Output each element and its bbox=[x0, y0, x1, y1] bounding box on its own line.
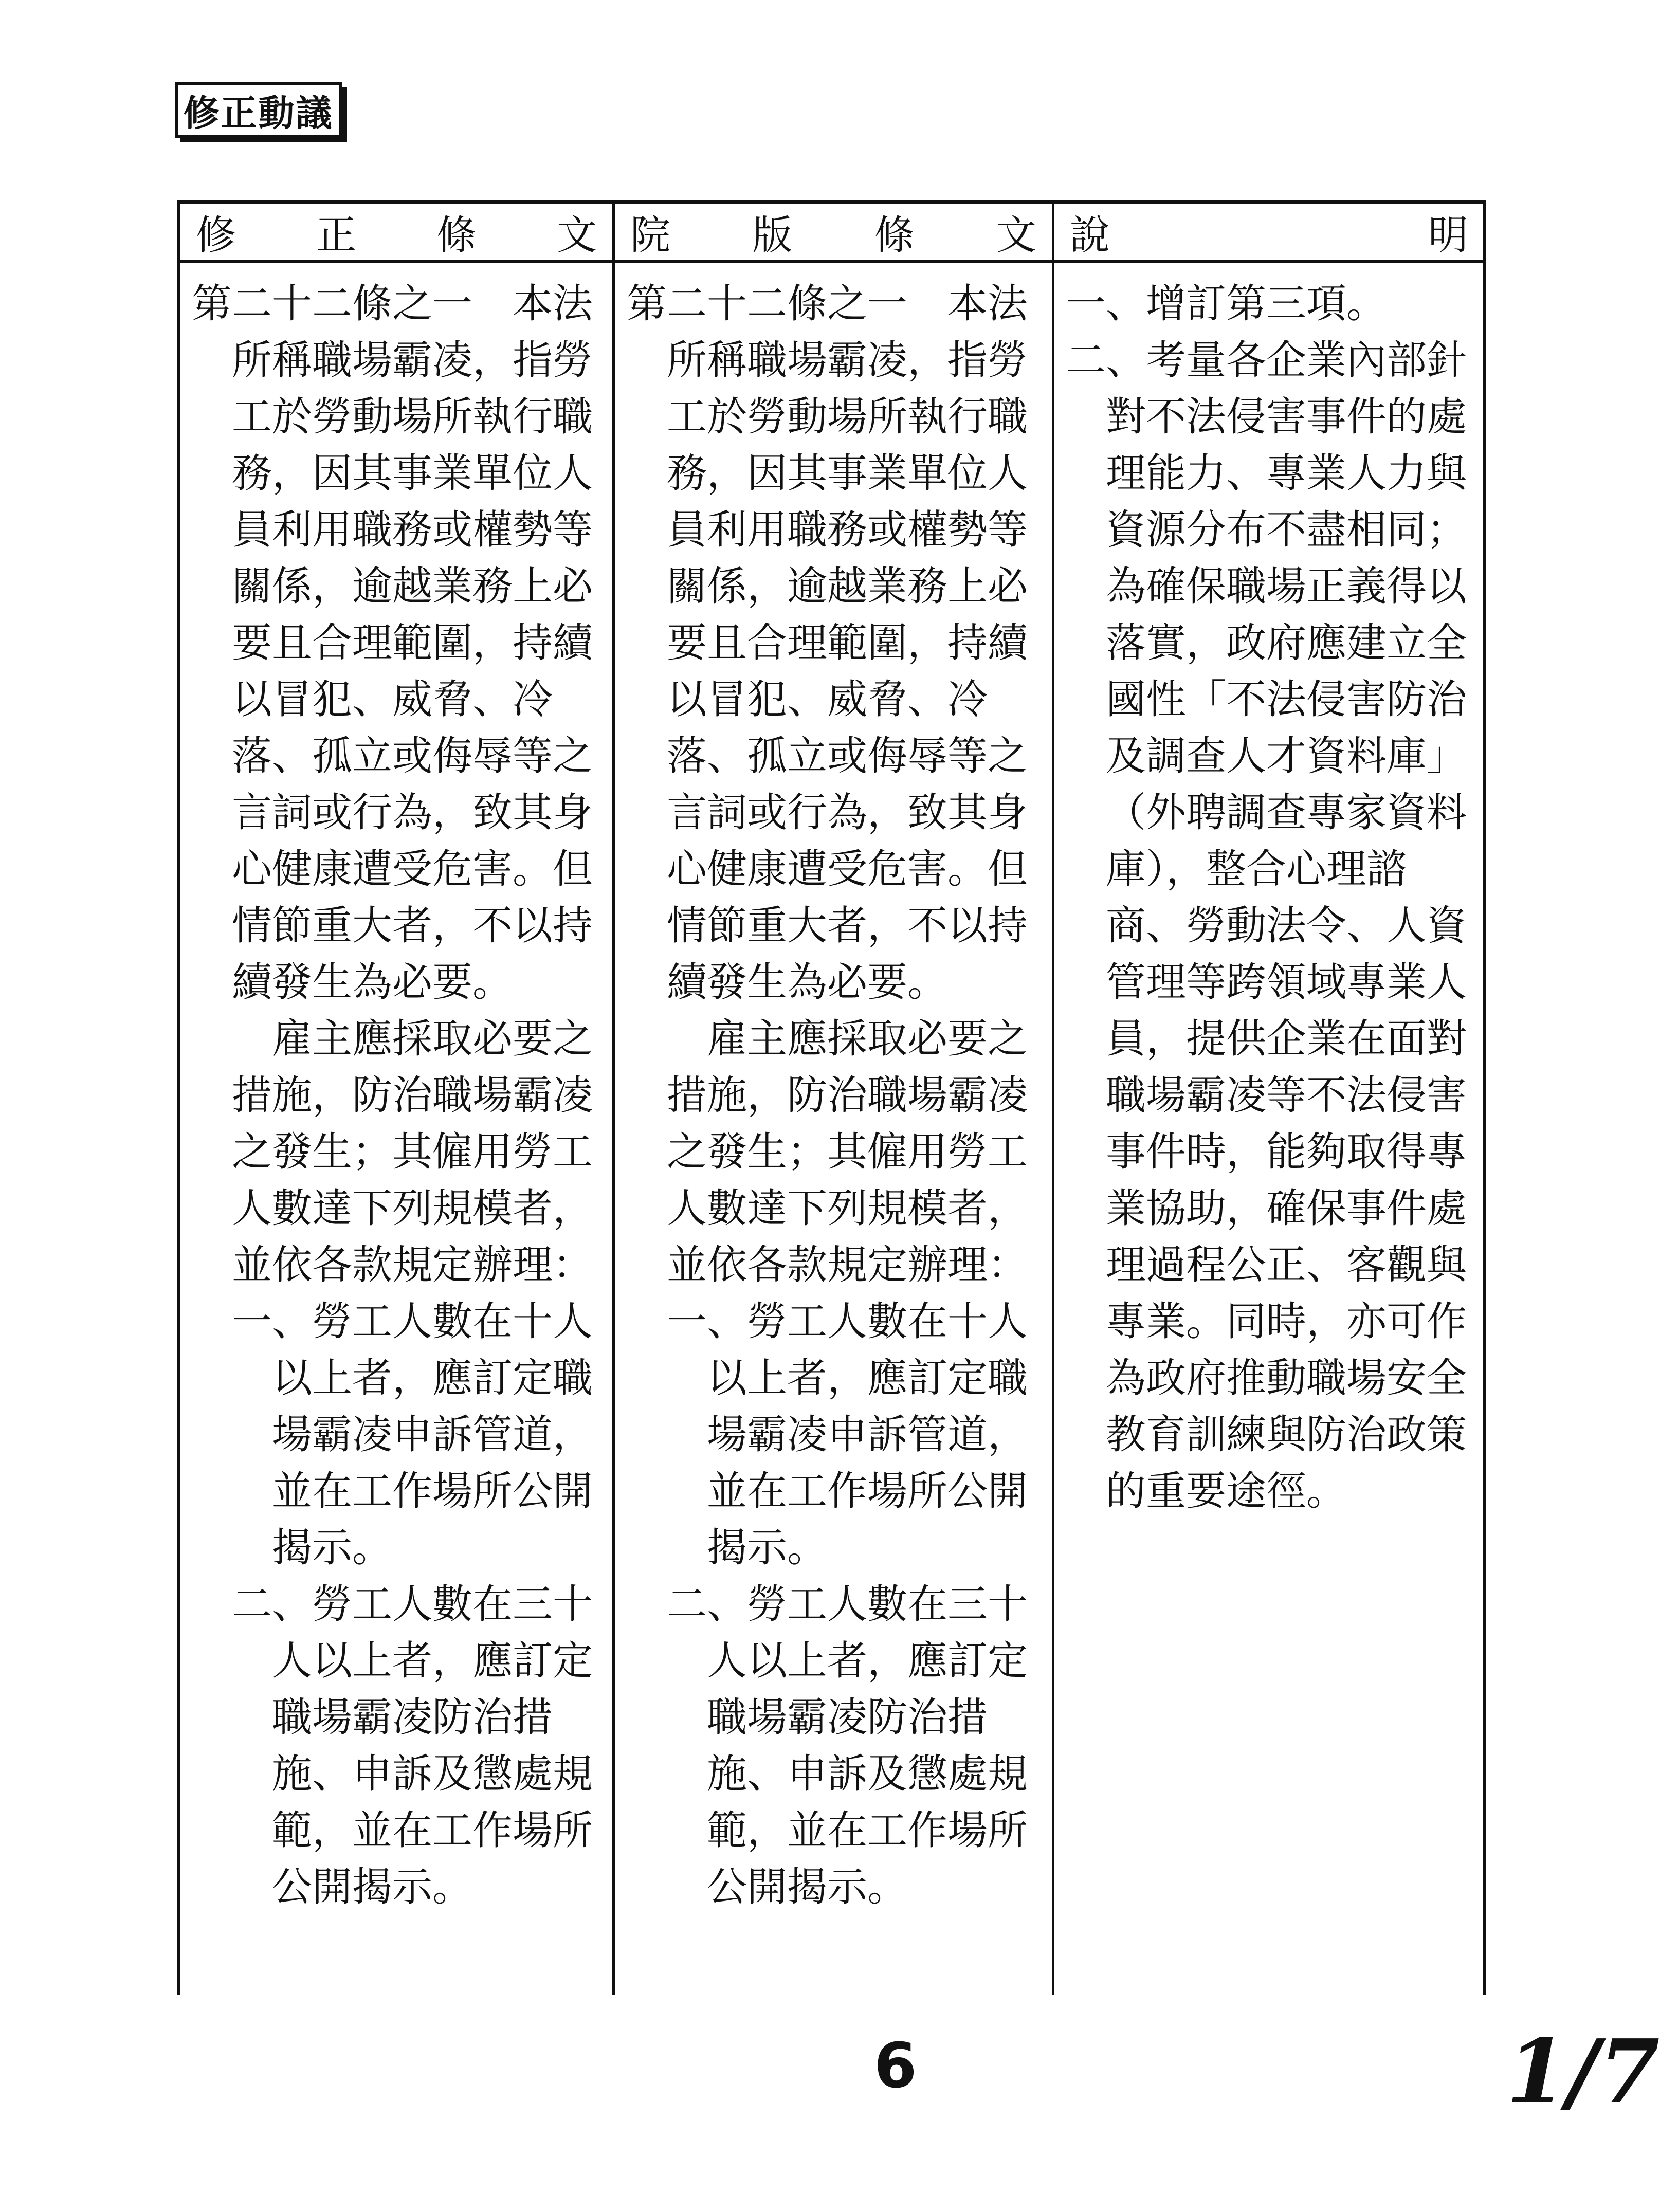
article-paragraph-2: 雇主應採取必要之措施，防治職場霸凌之發生；其僱用勞工人數達下列規模者，並依各款規定辦理： bbox=[232, 1016, 593, 1288]
article-item-1: 一、勞工人數在十人以上者，應訂定職場霸凌申訴管道，並在工作場所公開揭示。 bbox=[667, 1299, 1028, 1571]
article-item-1: 一、勞工人數在十人以上者，應訂定職場霸凌申訴管道，並在工作場所公開揭示。 bbox=[232, 1299, 593, 1571]
explanation-column bbox=[1066, 276, 1472, 1520]
article-paragraph-2: 雇主應採取必要之措施，防治職場霸凌之發生；其僱用勞工人數達下列規模者，並依各款規定辦理： bbox=[667, 1016, 1028, 1288]
article-item-2: 二、勞工人數在三十人以上者，應訂定職場霸凌防治措施、申訴及懲處規範，並在工作場所公開揭示。 bbox=[232, 1581, 593, 1910]
table-header-row bbox=[180, 204, 1483, 263]
article-paragraph-1: 第二十二條之一 本法所稱職場霸凌，指勞工於勞動場所執行職務，因其事業單位人員利用職務或權勢等關係，逾越業務上必要且合理範圍，持續以冒犯、威脅、冷落、孤立或侮辱等之言詞或行為，致其身心健康遭受危害。但情節重大者，不以持續發生為必要。 bbox=[627, 281, 1028, 1006]
explanation-item-2: 二、考量各企業內部針對不法侵害事件的處理能力、專業人力與資源分布不盡相同；為確保職場正義得以落實，政府應建立全國性「不法侵害防治及調查人才資料庫」（外聘調查專家資料庫），整合心理諮商、勞動法令、人資管理等跨領域專業人員，提供企業在面對職場霸凌等不法侵害事件時，能夠取得專業協助，確保事件處理過程公正、客觀與專業。同時，亦可作為政府推動職場安全教育訓練與防治政策的重要途徑。 bbox=[1066, 337, 1467, 1514]
amended-text-column bbox=[192, 276, 608, 1915]
header-explanation: 說 明 bbox=[1070, 212, 1468, 259]
header-amended-text: 修 正 條 文 bbox=[196, 212, 597, 259]
comparison-table bbox=[177, 200, 1486, 1995]
article-item-2: 二、勞工人數在三十人以上者，應訂定職場霸凌防治措施、申訴及懲處規範，並在工作場所公開揭示。 bbox=[667, 1581, 1028, 1910]
handwritten-page-mark: 1/7 bbox=[1506, 2020, 1660, 2123]
header-executive-text: 院 版 條 文 bbox=[630, 212, 1036, 259]
page-number: 6 bbox=[874, 2031, 917, 2102]
article-paragraph-1: 第二十二條之一 本法所稱職場霸凌，指勞工於勞動場所執行職務，因其事業單位人員利用職務或權勢等關係，逾越業務上必要且合理範圍，持續以冒犯、威脅、冷落、孤立或侮辱等之言詞或行為，致其身心健康遭受危害。但情節重大者，不以持續發生為必要。 bbox=[192, 281, 593, 1006]
amendment-motion-stamp: 修正動議 bbox=[175, 82, 342, 138]
column-divider bbox=[1052, 204, 1054, 1995]
column-divider bbox=[612, 204, 615, 1995]
executive-text-column bbox=[627, 276, 1043, 1915]
explanation-item-1: 一、增訂第三項。 bbox=[1066, 281, 1387, 327]
